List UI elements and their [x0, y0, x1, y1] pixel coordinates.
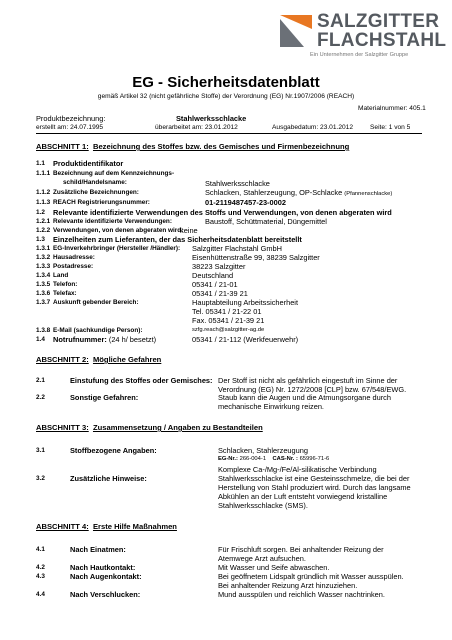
row-number: 1.1 [36, 160, 45, 167]
field-label: Bezeichnung auf dem Kennzeichnungs- [53, 170, 175, 177]
row-number: 2.1 [36, 377, 45, 384]
row-number: 2.2 [36, 394, 45, 401]
created-date: erstellt am: 24.07.1995 [36, 124, 104, 131]
field-label: Telefon: [53, 281, 78, 288]
product-name: Stahlwerksschlacke [176, 114, 247, 123]
field-value: Salzgitter Flachstahl GmbH [192, 244, 282, 253]
field-value: 05341 / 21-01 [192, 280, 238, 289]
field-label: Postadresse: [53, 263, 94, 270]
row-number: 1.3 [36, 236, 45, 243]
document-title: EG - Sicherheitsdatenblatt [132, 74, 320, 91]
field-value: Herstellung von Stahl produziert wird. Durch das langsame [218, 483, 411, 492]
field-value: Mit Wasser und Seife abwaschen. [218, 563, 330, 572]
section-2-heading: ABSCHNITT 2: Mögliche Gefahren [36, 355, 162, 364]
field-label: Nach Hautkontakt: [70, 563, 136, 572]
row-number: 1.3.2 [36, 254, 51, 261]
reach-number: 01-2119487457-23-0002 [205, 198, 286, 207]
field-value: Staub kann die Augen und die Atmungsorgane durch [218, 393, 391, 402]
field-label: Hausadresse: [53, 254, 95, 261]
row-number: 1.2.1 [36, 218, 51, 225]
row-number: 1.3.3 [36, 263, 51, 270]
row-number: 4.2 [36, 564, 45, 571]
header-divider [36, 133, 422, 134]
field-value: Verordnung (EG) Nr. 1272/2008 [CLP] bzw. 67/548/EWG. [218, 385, 407, 394]
field-label: Zusätzliche Hinweise: [70, 474, 147, 483]
field-value: 05341 / 21-112 (Werkfeuerwehr) [192, 335, 299, 344]
email-value: szfg.reach@salzgitter-ag.de [192, 327, 265, 333]
field-value: Hauptabteilung Arbeitssicherheit [192, 298, 298, 307]
field-label: Sonstige Gefahren: [70, 393, 139, 402]
eg-cas-numbers: EG-Nr.: 266-004-1 CAS-Nr. : 65996-71-6 [218, 456, 330, 462]
field-value: 05341 / 21-39 21 [192, 289, 248, 298]
field-value: Fax. 05341 / 21-39 21 [192, 316, 265, 325]
field-value: Atemwege Arzt aufsuchen. [218, 554, 306, 563]
row-number: 1.3.4 [36, 272, 51, 279]
field-label: Land [53, 272, 69, 279]
section-4-heading: ABSCHNITT 4: Erste Hilfe Maßnahmen [36, 522, 177, 531]
row-number: 3.2 [36, 475, 45, 482]
field-value: Schlacken, Stahlerzeugung [218, 446, 308, 455]
row-number: 1.3.8 [36, 327, 51, 334]
row-number: 1.1.3 [36, 199, 51, 206]
row-number: 1.1.2 [36, 189, 51, 196]
field-value: Bei geöffnetem Lidspalt gründlich mit Wasser ausspülen. [218, 572, 404, 581]
row-number: 1.3.6 [36, 290, 51, 297]
row-number: 1.4 [36, 336, 45, 343]
field-label: Telefax: [53, 290, 77, 297]
field-value: Stahlwerksschlacke [205, 179, 270, 188]
document-subtitle: gemäß Artikel 32 (nicht gefährliche Stoffe) der Verordnung (EG) Nr.1907/2006 (REACH) [97, 93, 355, 100]
row-number: 1.1.1 [36, 170, 51, 177]
field-label: Auskunft gebender Bereich: [53, 299, 139, 306]
logo-line2: FLACHSTAHL [317, 30, 447, 51]
issue-date: Ausgabedatum: 23.01.2012 [272, 124, 354, 131]
row-number: 1.3.1 [36, 245, 51, 252]
row-number: 3.1 [36, 447, 45, 454]
field-label: EG-Inverkehrbringer (Hersteller /Händler): [53, 245, 181, 252]
row-number: 1.3.5 [36, 281, 51, 288]
field-label: Zusätzliche Bezeichnungen: [53, 189, 139, 196]
field-label: E-Mail (sachkundige Person): [53, 327, 143, 334]
subsection-heading: Produktidentifikator [53, 159, 124, 168]
field-value: Der Stoff ist nicht als gefährlich eingestuft im Sinne der [218, 376, 398, 385]
field-label: schild/Handelsname: [63, 179, 127, 186]
field-label: Nach Einatmen: [70, 545, 126, 554]
field-label: Nach Augenkontakt: [70, 572, 142, 581]
field-value: Tel. 05341 / 21-22 01 [192, 307, 262, 316]
field-value: Stahlwerksschlacke ist eine Gesteinsschmelze, die bei der [218, 474, 410, 483]
row-number: 4.4 [36, 591, 45, 598]
field-label: REACH Registrierungsnummer: [53, 199, 150, 206]
field-value: keine [180, 226, 198, 235]
row-number: 4.1 [36, 546, 45, 553]
section-3-heading: ABSCHNITT 3: Zusammensetzung / Angaben zu Bestandteilen [36, 423, 263, 432]
field-value: Stahlwerksschlacke (SMS). [218, 501, 308, 510]
subsection-heading: Einzelheiten zum Lieferanten, der das Sicherheitsdatenblatt bereitstellt [53, 235, 302, 244]
field-value: Bei anhaltender Reizung Arzt hinzuziehen. [218, 581, 358, 590]
field-value: Für Frischluft sorgen. Bei anhaltender Reizung der [218, 545, 384, 554]
page-number: Seite: 1 von 5 [370, 124, 411, 131]
subsection-heading: Relevante identifizierte Verwendungen des Stoffs und Verwendungen, von denen abgeraten wird [53, 208, 392, 217]
section-1-heading: ABSCHNITT 1: Bezeichnung des Stoffes bzw. des Gemisches und Firmenbezeichnung [36, 142, 350, 151]
field-value: Deutschland [192, 271, 234, 280]
field-label: Relevante identifizierte Verwendungen: [53, 218, 172, 225]
field-value: Komplexe Ca-/Mg-/Fe/Al-silikatische Verbindung [218, 465, 377, 474]
field-value: 38223 Salzgitter [192, 262, 246, 271]
field-label: Einstufung des Stoffes oder Gemisches: [70, 376, 213, 385]
logo-line1: SALZGITTER [317, 11, 440, 32]
row-number: 4.3 [36, 573, 45, 580]
row-number: 1.2.2 [36, 227, 51, 234]
logo-tagline: Ein Unternehmen der Salzgitter Gruppe [310, 52, 409, 58]
field-label: Verwendungen, von denen abgeraten wird: [53, 227, 184, 234]
field-value: Schlacken, Stahlerzeugung, OP-Schlacke (Pfannenschlacke) [205, 188, 393, 197]
field-label: Stoffbezogene Angaben: [70, 446, 157, 455]
product-label: Produktbezeichnung: [36, 114, 106, 123]
field-label: Notrufnummer: (24 h/ besetzt) [53, 335, 157, 344]
field-value: Abkühlen an der Luft entsteht vorwiegend kristalline [218, 492, 388, 501]
salzgitter-logo-icon [278, 13, 314, 49]
row-number: 1.2 [36, 209, 45, 216]
material-number: Materialnummer: 405.1 [358, 105, 426, 112]
field-value: Baustoff, Schüttmaterial, Düngemittel [205, 217, 327, 226]
revised-date: überarbeitet am: 23.01.2012 [155, 124, 238, 131]
row-number: 1.3.7 [36, 299, 51, 306]
field-value: mechanische Einwirkung reizen. [218, 402, 324, 411]
field-value: Mund ausspülen und reichlich Wasser nachtrinken. [218, 590, 385, 599]
field-value: Eisenhüttenstraße 99, 38239 Salzgitter [192, 253, 320, 262]
field-label: Nach Verschlucken: [70, 590, 141, 599]
